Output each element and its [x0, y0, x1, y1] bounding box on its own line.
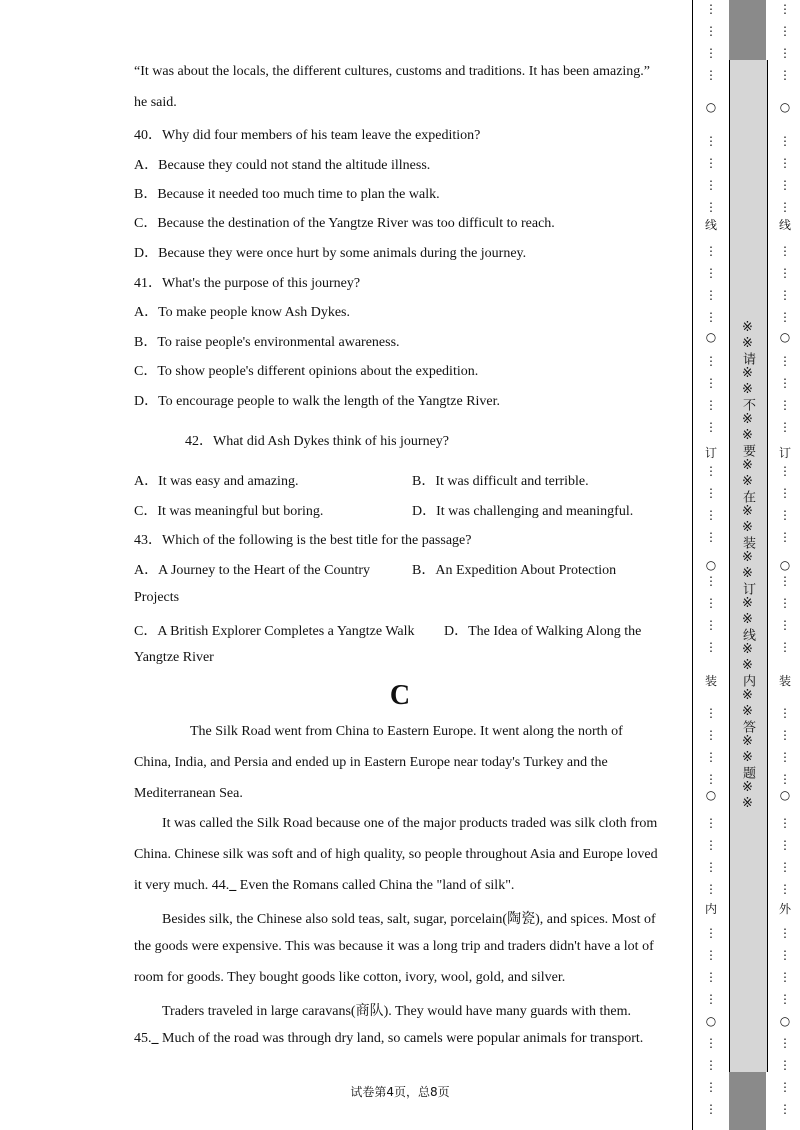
cut-dot: ⋮ [779, 244, 791, 258]
cut-dot: ⋮ [779, 530, 791, 544]
cut-dot: ⋮ [779, 838, 791, 852]
cut-dot: ⋮ [779, 640, 791, 654]
question-41-option-b: B．To raise people's environmental awareness. [134, 335, 400, 350]
question-43-option-b-continued: Projects [134, 590, 180, 605]
binding-label: 订 [704, 446, 717, 460]
binding-label: 内 [704, 902, 717, 916]
passage-c-line: It was called the Silk Road because one of the major products traded was silk cloth from [162, 816, 658, 831]
cut-dot: ⋮ [779, 926, 791, 940]
outer-cut-line [777, 0, 793, 1130]
cut-dot: ⋮ [705, 838, 717, 852]
cut-dot: ⋮ [779, 310, 791, 324]
cut-dot: ⋮ [705, 200, 717, 214]
passage-c-line: Mediterranean Sea. [134, 786, 243, 801]
cut-dot: ⋮ [705, 1058, 717, 1072]
question-42-option-d: D．It was challenging and meaningful. [412, 504, 634, 519]
question-41-option-c: C．To show people's different opinions about the expedition. [134, 364, 479, 379]
passage-text-line: “It was about the locals, the different cultures, customs and traditions. It has been amazing.” [134, 64, 651, 79]
cut-dot: ⋮ [779, 772, 791, 786]
question-41-stem: 41．What's the purpose of this journey? [134, 276, 361, 291]
cut-dot: ⋮ [705, 574, 717, 588]
cut-dot: ⋮ [779, 266, 791, 280]
section-letter: C [389, 680, 411, 711]
cut-dot: ⋮ [779, 706, 791, 720]
cut-dot: ⋮ [705, 24, 717, 38]
question-41-option-a: A．To make people know Ash Dykes. [134, 305, 350, 320]
question-43-option-c: C．A British Explorer Completes a Yangtze Walk [134, 624, 415, 639]
cut-dot: ⋮ [705, 310, 717, 324]
circle-marker: ○ [779, 100, 791, 114]
question-42-stem: 42．What did Ash Dykes think of his journey? [185, 434, 450, 449]
cut-dot: ⋮ [705, 728, 717, 742]
cut-dot: ⋮ [779, 46, 791, 60]
question-43-option-b: B．An Expedition About Protection [412, 563, 617, 578]
cut-dot: ⋮ [779, 992, 791, 1006]
cut-dot: ⋮ [705, 596, 717, 610]
circle-marker: ○ [705, 100, 717, 114]
cut-dot: ⋮ [705, 464, 717, 478]
cut-dot: ⋮ [779, 200, 791, 214]
cut-dot: ⋮ [705, 640, 717, 654]
cut-dot: ⋮ [705, 772, 717, 786]
cut-dot: ⋮ [705, 376, 717, 390]
cut-dot: ⋮ [779, 354, 791, 368]
cut-dot: ⋮ [705, 618, 717, 632]
question-42-option-a: A．It was easy and amazing. [134, 474, 299, 489]
passage-c-line: The Silk Road went from China to Eastern Europe. It went along the north of [190, 724, 623, 739]
cut-dot: ⋮ [779, 574, 791, 588]
cut-dot: ⋮ [779, 464, 791, 478]
inner-cut-line [703, 0, 719, 1130]
cut-dot: ⋮ [705, 420, 717, 434]
cut-dot: ⋮ [779, 750, 791, 764]
cut-dot: ⋮ [705, 398, 717, 412]
cut-dot: ⋮ [779, 178, 791, 192]
cut-dot: ⋮ [779, 1102, 791, 1116]
answer-blank-44[interactable]: _ [229, 878, 237, 893]
binding-label: 外 [778, 902, 791, 916]
question-43-stem: 43．Which of the following is the best title for the passage? [134, 533, 472, 548]
passage-c-text: 45. [134, 1031, 152, 1046]
cut-dot: ⋮ [705, 354, 717, 368]
cut-dot: ⋮ [779, 728, 791, 742]
cut-dot: ⋮ [705, 816, 717, 830]
circle-marker: ○ [779, 1014, 791, 1028]
cut-dot: ⋮ [779, 24, 791, 38]
cut-dot: ⋮ [779, 508, 791, 522]
circle-marker: ○ [705, 558, 717, 572]
passage-c-line: the goods were expensive. This was because it was a long trip and traders didn't have a lot of [134, 939, 654, 954]
cut-dot: ⋮ [705, 1102, 717, 1116]
circle-marker: ○ [779, 330, 791, 344]
question-40-option-b: B．Because it needed too much time to plan the walk. [134, 187, 440, 202]
cut-dot: ⋮ [705, 948, 717, 962]
cut-dot: ⋮ [705, 1036, 717, 1050]
passage-c-line [134, 878, 514, 894]
cut-dot: ⋮ [779, 596, 791, 610]
cut-dot: ⋮ [705, 508, 717, 522]
passage-c-text: Much of the road was through dry land, so camels were popular animals for transport. [158, 1031, 644, 1046]
cut-dot: ⋮ [779, 288, 791, 302]
cut-dot: ⋮ [779, 948, 791, 962]
cut-dot: ⋮ [779, 816, 791, 830]
cut-dot: ⋮ [705, 882, 717, 896]
circle-marker: ○ [705, 788, 717, 802]
cut-dot: ⋮ [705, 926, 717, 940]
question-40-option-a: A．Because they could not stand the altitude illness. [134, 158, 431, 173]
question-43-option-d-continued: Yangtze River [134, 650, 214, 665]
cut-dot: ⋮ [705, 288, 717, 302]
question-40-option-d: D．Because they were once hurt by some animals during the journey. [134, 246, 527, 261]
cut-dot: ⋮ [705, 1080, 717, 1094]
cut-dot: ⋮ [705, 46, 717, 60]
question-41-option-d: D．To encourage people to walk the length of the Yangtze River. [134, 394, 501, 409]
page-footer: 试卷第4页，总8页 [350, 1085, 450, 1099]
cut-dot: ⋮ [705, 860, 717, 874]
question-42-option-c: C．It was meaningful but boring. [134, 504, 324, 519]
cut-dot: ⋮ [705, 706, 717, 720]
cut-dot: ⋮ [779, 398, 791, 412]
binding-notice-text: ※※请※※不※※要※※在※※装※※订※※线※※内※※答※※题※※ [740, 320, 755, 812]
cut-dot: ⋮ [779, 68, 791, 82]
passage-c-text: it very much. 44. [134, 878, 230, 893]
passage-c-line: room for goods. They bought goods like cotton, ivory, wool, gold, and silver. [134, 970, 566, 985]
cut-dot: ⋮ [705, 244, 717, 258]
question-42-option-b: B．It was difficult and terrible. [412, 474, 589, 489]
binding-border [692, 0, 693, 1130]
cut-dot: ⋮ [779, 486, 791, 500]
binding-gray-block [729, 0, 766, 60]
question-40-option-c: C．Because the destination of the Yangtze River was too difficult to reach. [134, 216, 555, 231]
passage-c-line: Besides silk, the Chinese also sold teas, salt, sugar, porcelain(陶瓷), and spices. Most of [162, 912, 656, 927]
binding-label: 装 [704, 674, 717, 688]
passage-c-text: Even the Romans called China the "land of silk". [236, 878, 515, 893]
circle-marker: ○ [779, 558, 791, 572]
cut-dot: ⋮ [779, 970, 791, 984]
cut-dot: ⋮ [705, 2, 717, 16]
cut-dot: ⋮ [705, 750, 717, 764]
circle-marker: ○ [705, 330, 717, 344]
question-40-stem: 40．Why did four members of his team leave the expedition? [134, 128, 481, 143]
cut-dot: ⋮ [779, 1080, 791, 1094]
answer-blank-45[interactable]: _ [151, 1031, 159, 1046]
cut-dot: ⋮ [705, 970, 717, 984]
passage-c-line: China. Chinese silk was soft and of high quality, so people throughout Asia and Europe loved [134, 847, 658, 862]
binding-label: 装 [778, 674, 791, 688]
cut-dot: ⋮ [779, 882, 791, 896]
question-43-option-d: D．The Idea of Walking Along the [444, 624, 642, 639]
cut-dot: ⋮ [779, 420, 791, 434]
passage-c-line: China, India, and Persia and ended up in Eastern Europe near today's Turkey and the [134, 755, 608, 770]
cut-dot: ⋮ [779, 618, 791, 632]
binding-label: 线 [704, 218, 717, 232]
cut-dot: ⋮ [779, 134, 791, 148]
passage-text-line: he said. [134, 95, 177, 110]
cut-dot: ⋮ [779, 1036, 791, 1050]
cut-dot: ⋮ [705, 266, 717, 280]
binding-label: 线 [778, 218, 791, 232]
cut-dot: ⋮ [705, 178, 717, 192]
circle-marker: ○ [779, 788, 791, 802]
circle-marker: ○ [705, 1014, 717, 1028]
binding-gray-block [729, 1072, 766, 1130]
cut-dot: ⋮ [705, 530, 717, 544]
question-43-option-a: A．A Journey to the Heart of the Country [134, 563, 371, 578]
cut-dot: ⋮ [779, 2, 791, 16]
cut-dot: ⋮ [779, 860, 791, 874]
cut-dot: ⋮ [705, 134, 717, 148]
binding-label: 订 [778, 446, 791, 460]
cut-dot: ⋮ [779, 376, 791, 390]
passage-c-line [134, 1031, 643, 1047]
cut-dot: ⋮ [705, 486, 717, 500]
cut-dot: ⋮ [779, 1058, 791, 1072]
cut-dot: ⋮ [779, 156, 791, 170]
cut-dot: ⋮ [705, 68, 717, 82]
cut-dot: ⋮ [705, 992, 717, 1006]
cut-dot: ⋮ [705, 156, 717, 170]
passage-c-line: Traders traveled in large caravans(商队). They would have many guards with them. [162, 1004, 631, 1019]
binding-notice [729, 60, 766, 1072]
